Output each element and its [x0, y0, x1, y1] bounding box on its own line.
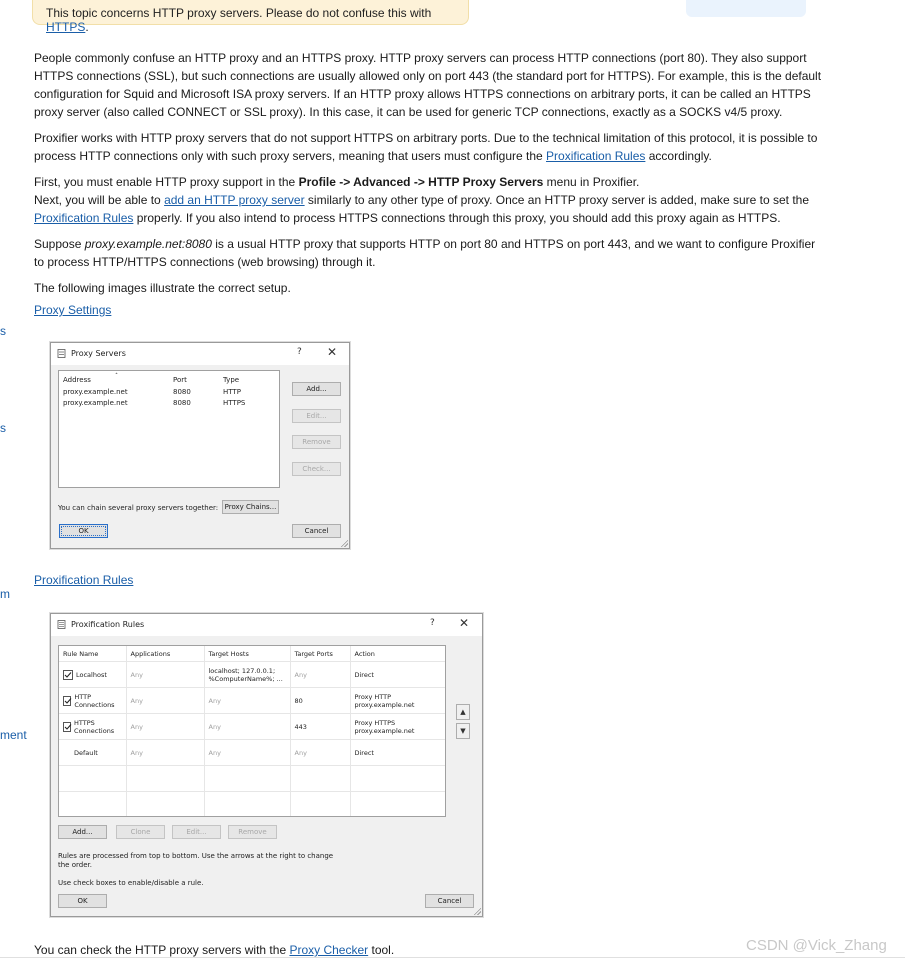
proxification-rules-section-link[interactable]: Proxification Rules: [34, 573, 134, 587]
rule-ports: 80: [290, 688, 350, 714]
rule-hosts: Any: [204, 714, 290, 740]
check-icon: [64, 671, 72, 679]
close-button[interactable]: ✕: [459, 616, 470, 630]
order-hint: Rules are processed from top to bottom. Use the arrows at the right to change the order.: [58, 852, 334, 869]
divider: [0, 957, 905, 958]
rule-apps: Any: [126, 714, 204, 740]
rule-hosts: Any: [204, 688, 290, 714]
dialog-title: Proxification Rules: [71, 620, 145, 629]
text: menu in Proxifier.: [543, 175, 640, 189]
edit-proxy-button[interactable]: Edit...: [292, 409, 341, 423]
rule-enabled-checkbox[interactable]: [63, 696, 71, 706]
proxy-type: HTTPS: [223, 399, 246, 407]
text: is a usual HTTP proxy that supports HTTP on port 80 and HTTPS on port 443, and we want to configure Proxifier to process HTTP/HTTPS connections (web browsing) through it.: [34, 237, 816, 269]
paragraph-limitation: [34, 129, 824, 165]
text: First, you must enable HTTP proxy support in the: [34, 175, 299, 189]
text: tool.: [368, 943, 395, 957]
column-applications[interactable]: Applications: [126, 646, 204, 662]
edit-rule-button[interactable]: Edit...: [172, 825, 221, 839]
rule-ports: Any: [290, 740, 350, 766]
checkbox-hint: Use check boxes to enable/disable a rule.: [58, 879, 204, 887]
rule-action: Proxy HTTP proxy.example.net: [350, 688, 445, 714]
help-button[interactable]: ?: [430, 618, 435, 628]
server-icon: [57, 349, 66, 358]
move-up-button[interactable]: ▲: [456, 704, 470, 720]
notice-https-link[interactable]: HTTPS: [46, 20, 86, 34]
rule-action: Direct: [350, 662, 445, 688]
sidebar-fragment[interactable]: s: [0, 421, 6, 435]
proxy-checker-link[interactable]: Proxy Checker: [289, 943, 369, 957]
rule-name: HTTPS Connections: [74, 718, 115, 735]
text: accordingly.: [645, 149, 712, 163]
proxification-rules-link-2[interactable]: Proxification Rules: [34, 211, 134, 225]
column-target-hosts[interactable]: Target Hosts: [204, 646, 290, 662]
paragraph-intro: People commonly confuse an HTTP proxy and an HTTPS proxy. HTTP proxy servers can process HTTP connections (port 80). They also support HTTPS connections (SSL), but such connections are usually allowed only on port 443 (the standard port for HTTPS). For example, this is the default configuration for Squid and Microsoft ISA proxy servers. If an HTTP proxy allows HTTPS connections on arbitrary ports, it can be called an HTTPS proxy server (also called CONNECT or SSL proxy). In this case, it can be used for generic TCP connections, exactly as a SOCKS v4/5 proxy.: [34, 51, 822, 119]
paragraph-enable: [34, 173, 824, 227]
menu-path: Profile -> Advanced -> HTTP Proxy Servers: [298, 175, 544, 189]
watermark: CSDN @Vick_Zhang: [746, 937, 887, 954]
sort-indicator-icon: ˆ: [115, 373, 118, 380]
article-body: [34, 49, 824, 304]
text: Proxifier works with HTTP proxy servers that do not support HTTPS on arbitrary ports. Due to the technical limitation of this protocol, it is possible to process HTTP connections only with such proxy servers, meaning that users must configure the: [34, 131, 818, 163]
sidebar-fragment[interactable]: ment: [0, 728, 27, 742]
sidebar-fragment[interactable]: m: [0, 587, 10, 601]
check-icon: [64, 723, 72, 731]
add-proxy-button[interactable]: Add...: [292, 382, 341, 396]
empty-row: [59, 766, 445, 792]
text: properly. If you also intend to process HTTPS connections through this proxy, you should add this proxy again as HTTPS.: [133, 211, 781, 225]
empty-row: [59, 792, 445, 818]
close-button[interactable]: ✕: [327, 345, 338, 359]
dialog-titlebar: [51, 343, 349, 365]
proxy-port: 8080: [173, 399, 191, 407]
rule-action: Direct: [350, 740, 445, 766]
text: Suppose: [34, 237, 85, 251]
sidebar-fragment[interactable]: s: [0, 324, 6, 338]
resize-grip-icon[interactable]: [340, 539, 348, 547]
rule-name: HTTP Connections: [74, 692, 115, 709]
rule-ports: Any: [290, 662, 350, 688]
rule-row[interactable]: [59, 714, 445, 740]
notice-text: This topic concerns HTTP proxy servers. Please do not confuse this with: [46, 6, 432, 20]
proxy-row[interactable]: [63, 388, 275, 399]
add-http-proxy-link[interactable]: add an HTTP proxy server: [164, 193, 305, 207]
rule-row[interactable]: [59, 662, 445, 688]
chain-hint: You can chain several proxy servers together:: [58, 504, 219, 512]
column-port[interactable]: Port: [173, 376, 187, 384]
proxy-address: proxy.example.net:8080: [84, 237, 212, 251]
remove-proxy-button[interactable]: Remove: [292, 435, 341, 449]
column-address[interactable]: Address: [63, 376, 91, 384]
check-proxy-button[interactable]: Check...: [292, 462, 341, 476]
clone-rule-button[interactable]: Clone: [116, 825, 165, 839]
column-action[interactable]: Action: [350, 646, 445, 662]
proxification-rules-link[interactable]: Proxification Rules: [546, 149, 646, 163]
rule-ports: 443: [290, 714, 350, 740]
text: You can check the HTTP proxy servers with the: [34, 943, 290, 957]
header-search-box[interactable]: [686, 0, 806, 17]
proxy-list[interactable]: [58, 370, 280, 488]
rule-apps: Any: [126, 740, 204, 766]
ok-button[interactable]: OK: [59, 524, 108, 538]
rules-table: [59, 646, 446, 817]
proxy-settings-link[interactable]: Proxy Settings: [34, 303, 112, 317]
rules-list[interactable]: [58, 645, 446, 817]
proxy-row[interactable]: [63, 399, 275, 410]
paragraph-images: The following images illustrate the correct setup.: [34, 281, 291, 295]
proxy-address: proxy.example.net: [63, 399, 128, 407]
rule-row[interactable]: [59, 688, 445, 714]
dialog-titlebar: [51, 614, 482, 636]
column-type[interactable]: Type: [223, 376, 240, 384]
notice-banner: [32, 0, 469, 34]
resize-grip-icon[interactable]: [473, 907, 481, 915]
remove-rule-button[interactable]: Remove: [228, 825, 277, 839]
proxy-servers-dialog: [50, 342, 350, 549]
proxy-chains-button[interactable]: Proxy Chains...: [222, 500, 279, 514]
rule-name: Default: [59, 740, 126, 766]
rule-row[interactable]: [59, 740, 445, 766]
text: Next, you will be able to: [34, 193, 165, 207]
rules-icon: [57, 620, 66, 629]
column-target-ports[interactable]: Target Ports: [290, 646, 350, 662]
rule-hosts: localhost; 127.0.0.1; %ComputerName%; ...: [204, 662, 290, 688]
rule-name: Localhost: [76, 670, 107, 679]
rule-hosts: Any: [204, 740, 290, 766]
proxy-port: 8080: [173, 388, 191, 396]
proxy-address: proxy.example.net: [63, 388, 128, 396]
move-down-button[interactable]: ▼: [456, 723, 470, 739]
cancel-button[interactable]: Cancel: [292, 524, 341, 538]
rule-enabled-checkbox[interactable]: [63, 722, 71, 732]
notice-end: .: [85, 20, 89, 34]
rules-header-row: [59, 646, 445, 662]
rule-apps: Any: [126, 662, 204, 688]
proxification-rules-dialog: [50, 613, 483, 917]
cancel-button[interactable]: Cancel: [425, 894, 474, 908]
rule-action: Proxy HTTPS proxy.example.net: [350, 714, 445, 740]
help-button[interactable]: ?: [297, 347, 302, 357]
column-rule-name[interactable]: Rule Name: [59, 646, 126, 662]
paragraph-example: [34, 235, 824, 271]
proxy-type: HTTP: [223, 388, 241, 396]
check-icon: [64, 697, 72, 705]
proxy-list-header: [63, 373, 275, 387]
add-rule-button[interactable]: Add...: [58, 825, 107, 839]
ok-button[interactable]: OK: [58, 894, 107, 908]
text: similarly to any other type of proxy. Once an HTTP proxy server is added, make sure to set the: [304, 193, 810, 207]
paragraph-checker: [34, 942, 394, 958]
rule-apps: Any: [126, 688, 204, 714]
dialog-title: Proxy Servers: [71, 349, 126, 358]
rule-enabled-checkbox[interactable]: [63, 670, 73, 680]
